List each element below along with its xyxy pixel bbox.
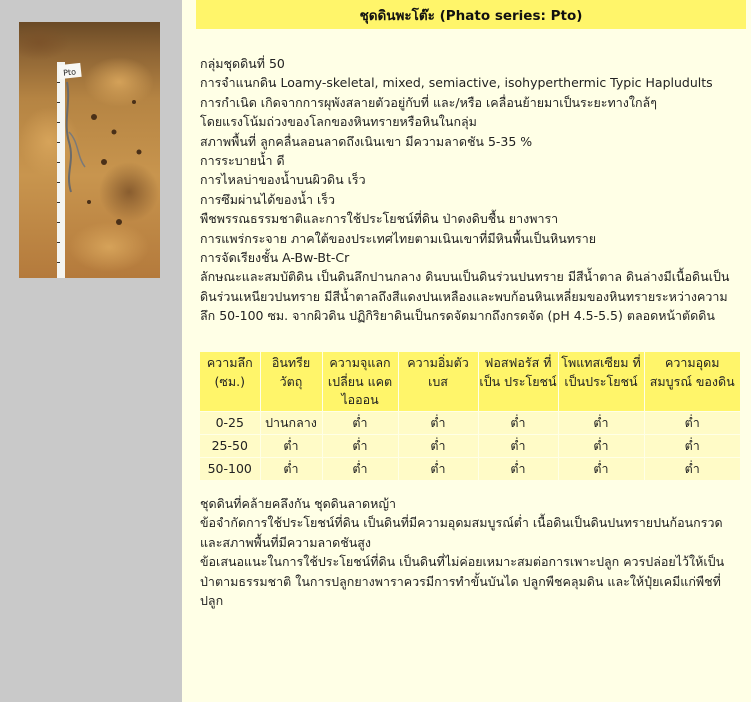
left-sidebar [0,0,182,702]
table-header-row [200,352,740,411]
table-cell: ต่ำ [644,434,740,457]
drainage: การระบายน้ำ ดี [200,152,285,168]
table-cell: ต่ำ [644,457,740,480]
fertility-table [200,352,740,480]
land-use-recommendation-cont2: ปลูก [200,592,224,608]
header-potassium: โพแทสเซียม ที่เป็นประโยชน์ [558,352,644,411]
soil-profile-image [19,22,160,278]
table-cell: ต่ำ [322,457,398,480]
soil-properties-cont2: ลึก 50-100 ซม. จากผิวดิน ปฏิกิริยาดินเป็นกรดจัดมากถึงกรดจัด (pH 4.5-5.5) ตลอดหน้าตัดดิน [200,308,715,324]
table-cell: ต่ำ [644,411,740,434]
table-cell: ต่ำ [478,457,558,480]
table-cell: ต่ำ [558,411,644,434]
table-cell: ต่ำ [260,434,322,457]
table-cell: 0-25 [200,411,260,434]
header-depth: ความลึก (ซม.) [200,352,260,411]
similar-series: ชุดดินที่คล้ายคลึงกัน ชุดดินลาดหญ้า [200,496,397,511]
table-cell: 25-50 [200,434,260,457]
table-row [200,434,740,457]
header-phosphorus: ฟอสฟอรัส ที่เป็น ประโยชน์ [478,352,558,411]
table-cell: ต่ำ [478,411,558,434]
soil-origin-cont: โดยแรงโน้มถ่วงของโลกของหินทรายหรือหินในกลุ่ม [200,114,477,130]
soil-classification: การจำแนกดิน Loamy-skeletal, mixed, semiactive, isohyperthermic Typic Hapludults [200,75,713,91]
table-row [200,411,740,434]
header-base-saturation: ความอิ่มตัว เบส [398,352,478,411]
land-use-limitation-cont: และสภาพพื้นที่มีความลาดชันสูง [200,534,372,550]
footer-block [200,494,745,610]
landform: สภาพพื้นที่ ลูกคลื่นลอนลาดถึงเนินเขา มีความลาดชัน 5-35 % [200,133,533,149]
permeability: การซึมผ่านได้ของน้ำ เร็ว [200,191,336,207]
header-organic-matter: อินทรีย วัตถุ [260,352,322,411]
table-cell: ต่ำ [322,434,398,457]
land-use-limitation: ข้อจำกัดการใช้ประโยชน์ที่ดิน เป็นดินที่มีความอุดมสมบูรณ์ต่ำ เนื้อดินเป็นดินปนทรายปนก้อนกรวด [200,515,723,531]
soil-properties-cont1: ดินร่วนเหนียวปนทราย มีสีน้ำตาลถึงสีแดงปนเหลืองและพบก้อนหินเหลี่ยมของหินทรายระหว่างความ [200,288,728,304]
land-use-recommendation-cont1: ป่าตามธรรมชาติ ในการปลูกยางพาราควรมีการทำขั้นบันได ปลูกพืชคลุมดิน และให้ปุ๋ยเคมีแก่พืชที่ [200,573,721,589]
table-cell: ต่ำ [398,434,478,457]
vegetation-landuse: พืชพรรณธรรมชาติและการใช้ประโยชน์ที่ดิน ป่าดงดิบชื้น ยางพารา [200,211,559,227]
page-title: ชุดดินพะโต๊ะ (Phato series: Pto) [196,0,746,29]
table-row [200,457,740,480]
table-cell: ต่ำ [558,457,644,480]
table-cell: ต่ำ [322,411,398,434]
soil-origin: การกำเนิด เกิดจากการผุพังสลายตัวอยู่กับที่ และ/หรือ เคลื่อนย้ายมาเป็นระยะทางใกล้ๆ [200,94,657,110]
soil-group: กลุ่มชุดดินที่ 50 [200,56,285,71]
table-cell: ต่ำ [260,457,322,480]
header-cec: ความจุแลก เปลี่ยน แคตไอออน [322,352,398,411]
horizon-sequence: การจัดเรียงชั้น A-Bw-Bt-Cr [200,249,350,265]
table-cell: ต่ำ [398,457,478,480]
table-cell: ปานกลาง [260,411,322,434]
description-block [200,54,745,325]
photo-label: Pto [62,67,77,78]
table-cell: ต่ำ [478,434,558,457]
table-cell: ต่ำ [398,411,478,434]
table-cell: ต่ำ [558,434,644,457]
soil-properties: ลักษณะและสมบัติดิน เป็นดินลึกปานกลาง ดินบนเป็นดินร่วนปนทราย มีสีน้ำตาล ดินล่างมีเนื้อดินเป็น [200,269,730,285]
land-use-recommendation: ข้อเสนอแนะในการใช้ประโยชน์ที่ดิน เป็นดินที่ไม่ค่อยเหมาะสมต่อการเพาะปลูก ควรปล่อยไว้ให้เป็น [200,554,725,570]
surface-runoff: การไหลบ่าของน้ำบนผิวดิน เร็ว [200,172,366,188]
distribution: การแพร่กระจาย ภาคใต้ของประเทศไทยตามเนินเขาที่มีหินพื้นเป็นหินทราย [200,230,597,246]
header-fertility: ความอุดม สมบูรณ์ ของดิน [644,352,740,411]
soil-profile-photo [19,22,160,278]
table-cell: 50-100 [200,457,260,480]
